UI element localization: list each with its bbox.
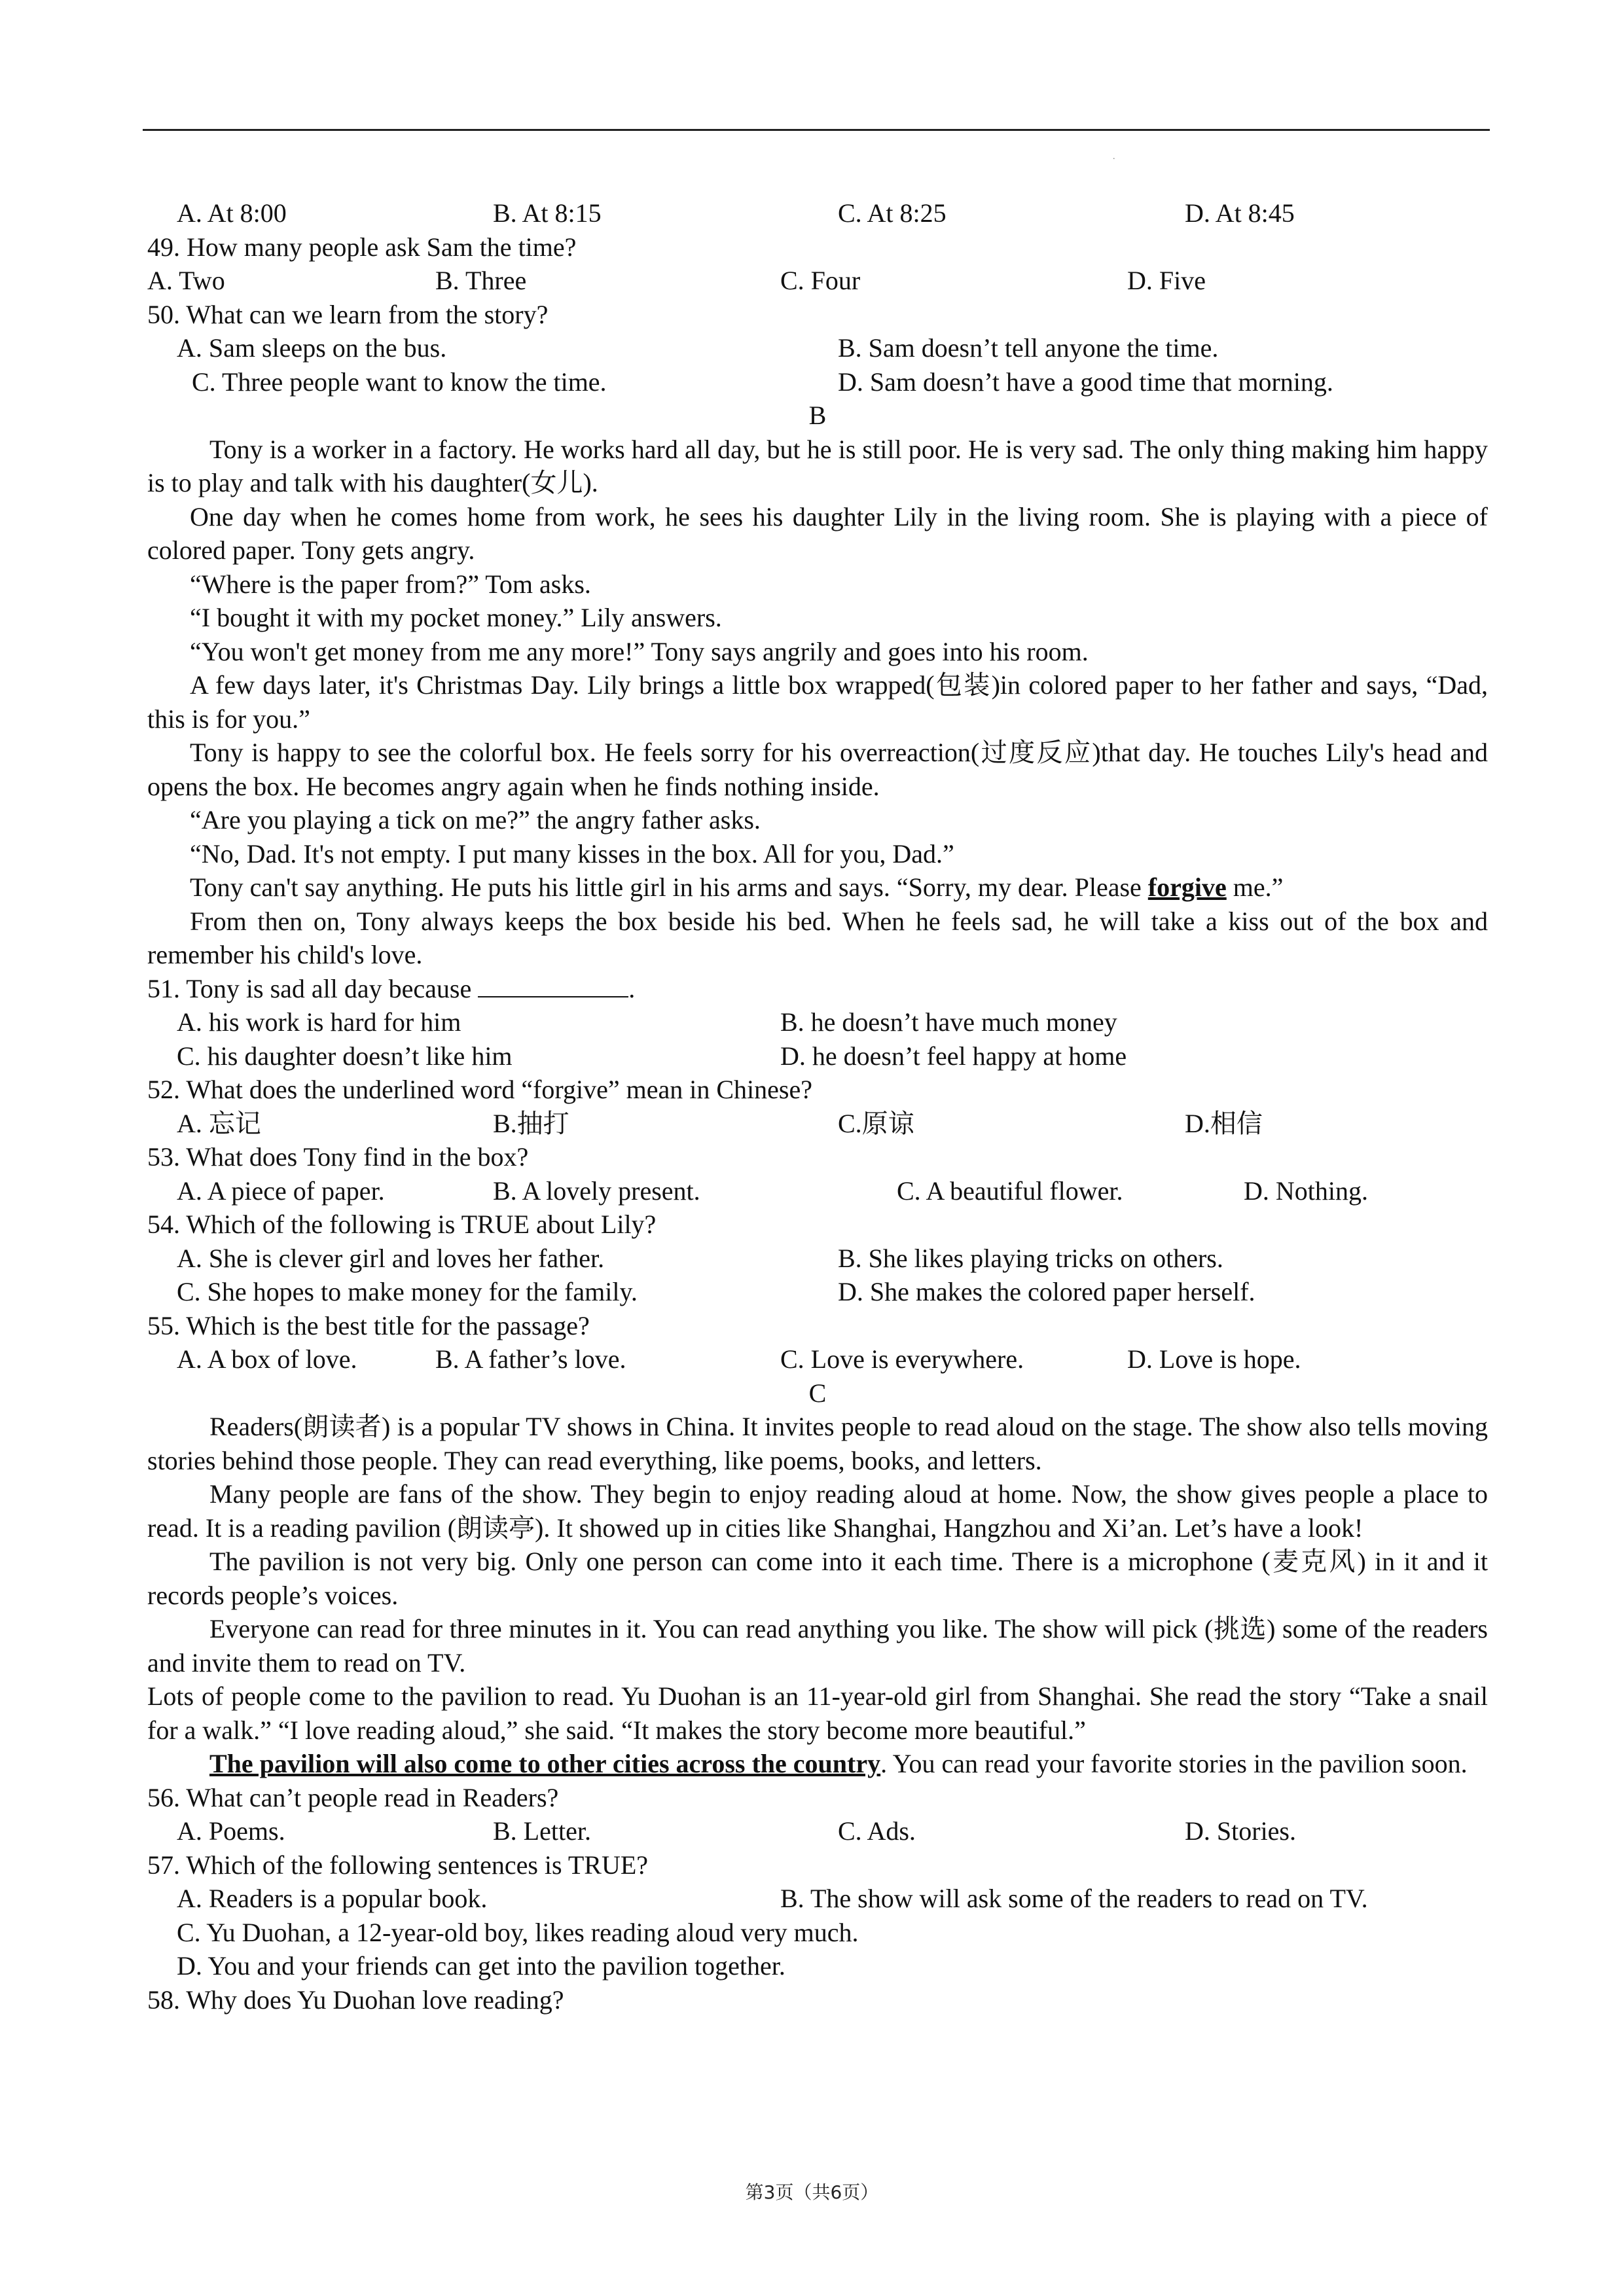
q54-stem: 54. Which of the following is TRUE about Lily? bbox=[147, 1210, 657, 1239]
q53-stem: 53. What does Tony find in the box? bbox=[147, 1142, 529, 1172]
q57-options-row1 bbox=[147, 1882, 1488, 1916]
q52-option-b[interactable]: B.抽打 bbox=[493, 1108, 569, 1138]
q50-options-row1 bbox=[147, 331, 1488, 365]
q51-stem-line bbox=[147, 972, 1488, 1006]
passage-b-paragraph-10 bbox=[147, 870, 1488, 905]
q50-option-d[interactable]: D. Sam doesn’t have a good time that morning. bbox=[838, 367, 1333, 397]
q54-option-c[interactable]: C. She hopes to make money for the family. bbox=[177, 1277, 638, 1306]
q54-options-row1 bbox=[147, 1242, 1488, 1276]
q52-stem: 52. What does the underlined word “forgive” mean in Chinese? bbox=[147, 1075, 812, 1104]
page-footer: 第3页（共6页） bbox=[745, 2181, 879, 2203]
passage-b-paragraph-4: “I bought it with my pocket money.” Lily answers. bbox=[190, 603, 722, 632]
passage-c-paragraph-1: Readers(朗读者) is a popular TV shows in China. It invites people to read aloud on the stage. The show also tells moving stories behind those people. They can read everything, like poems, books, and letters. bbox=[147, 1412, 1488, 1475]
q54-options-row2 bbox=[147, 1275, 1488, 1309]
passage-c-paragraph-6 bbox=[147, 1747, 1488, 1781]
q56-option-b[interactable]: B. Letter. bbox=[493, 1816, 591, 1846]
passage-b-paragraph-9: “No, Dad. It's not empty. I put many kisses in the box. All for you, Dad.” bbox=[190, 838, 954, 869]
q48-option-b[interactable]: B. At 8:15 bbox=[493, 198, 602, 228]
q48-option-d[interactable]: D. At 8:45 bbox=[1185, 198, 1295, 228]
q51-option-b[interactable]: B. he doesn’t have much money bbox=[780, 1007, 1117, 1037]
q53-option-a[interactable]: A. A piece of paper. bbox=[177, 1175, 385, 1206]
q50-stem: 50. What can we learn from the story? bbox=[147, 299, 549, 329]
q53-option-d[interactable]: D. Nothing. bbox=[1244, 1175, 1368, 1206]
q51-option-d[interactable]: D. he doesn’t feel happy at home bbox=[780, 1041, 1127, 1071]
q55-option-c[interactable]: C. Love is everywhere. bbox=[780, 1344, 1024, 1374]
q51-option-a[interactable]: A. his work is hard for him bbox=[177, 1007, 461, 1037]
q56-option-c[interactable]: C. Ads. bbox=[838, 1816, 916, 1846]
q51-end: . bbox=[628, 973, 636, 1003]
q49-option-a[interactable]: A. Two bbox=[147, 266, 225, 295]
q53-option-c[interactable]: C. A beautiful flower. bbox=[897, 1175, 1123, 1206]
q53-option-b[interactable]: B. A lovely present. bbox=[493, 1175, 700, 1206]
q55-stem: 55. Which is the best title for the passage? bbox=[147, 1310, 590, 1340]
underlined-word-forgive: forgive bbox=[1147, 872, 1227, 902]
q49-options bbox=[147, 264, 1488, 298]
passage-b-paragraph-11: From then on, Tony always keeps the box beside his bed. When he feels sad, he will take a kiss out of the box and remember his child's love. bbox=[147, 906, 1488, 969]
q48-option-c[interactable]: C. At 8:25 bbox=[838, 198, 947, 228]
q52-option-d[interactable]: D.相信 bbox=[1185, 1108, 1263, 1138]
q54-option-d[interactable]: D. She makes the colored paper herself. bbox=[838, 1277, 1255, 1306]
q50-option-c[interactable]: C. Three people want to know the time. bbox=[192, 367, 607, 397]
q55-options bbox=[147, 1342, 1488, 1376]
passage-b-paragraph-1: Tony is a worker in a factory. He works hard all day, but he is still poor. He is very sad. The only thing making him happy is to play and talk with his daughter(女儿). bbox=[147, 434, 1488, 497]
q56-option-a[interactable]: A. Poems. bbox=[177, 1816, 285, 1846]
q57-option-a[interactable]: A. Readers is a popular book. bbox=[177, 1884, 488, 1913]
q48-option-a[interactable]: A. At 8:00 bbox=[177, 198, 287, 228]
q57-option-d[interactable]: D. You and your friends can get into the pavilion together. bbox=[177, 1951, 785, 1981]
q51-options-row1 bbox=[147, 1005, 1488, 1039]
q48-options bbox=[147, 196, 1488, 230]
passage-c-paragraph-3: The pavilion is not very big. Only one person can come into it each time. There is a microphone (麦克风) in it and it records people’s voices. bbox=[147, 1547, 1488, 1610]
answer-blank[interactable] bbox=[478, 973, 628, 997]
q55-option-a[interactable]: A. A box of love. bbox=[177, 1344, 357, 1374]
q49-stem: 49. How many people ask Sam the time? bbox=[147, 232, 577, 262]
q55-option-d[interactable]: D. Love is hope. bbox=[1127, 1344, 1301, 1374]
q57-option-b[interactable]: B. The show will ask some of the readers to read on TV. bbox=[780, 1884, 1368, 1913]
section-b-label: B bbox=[808, 401, 827, 430]
q50-options-row2 bbox=[147, 365, 1488, 399]
passage-b-paragraph-8: “Are you playing a tick on me?” the angry father asks. bbox=[190, 805, 761, 834]
exam-page bbox=[147, 196, 1488, 2017]
q58-stem: 58. Why does Yu Duohan love reading? bbox=[147, 1984, 564, 2015]
passage-b-paragraph-2: One day when he comes home from work, he sees his daughter Lily in the living room. She is playing with a piece of colored paper. Tony gets angry. bbox=[147, 501, 1488, 565]
q51-option-c[interactable]: C. his daughter doesn’t like him bbox=[177, 1041, 513, 1071]
q56-option-d[interactable]: D. Stories. bbox=[1185, 1816, 1296, 1846]
q49-option-c[interactable]: C. Four bbox=[780, 266, 861, 295]
passage-b-paragraph-6: A few days later, it's Christmas Day. Lily brings a little box wrapped(包装)in colored paper to her father and says, “Dad, this is for you.” bbox=[147, 670, 1488, 734]
q52-option-c[interactable]: C.原谅 bbox=[838, 1108, 914, 1138]
passage-b-paragraph-3: “Where is the paper from?” Tom asks. bbox=[190, 569, 591, 599]
q54-option-b[interactable]: B. She likes playing tricks on others. bbox=[838, 1243, 1223, 1273]
q56-stem: 56. What can’t people read in Readers? bbox=[147, 1782, 559, 1812]
q52-option-a[interactable]: A. 忘记 bbox=[177, 1108, 261, 1138]
p10-after: me.” bbox=[1226, 872, 1284, 902]
q55-option-b[interactable]: B. A father’s love. bbox=[435, 1344, 626, 1374]
q51-stem: 51. Tony is sad all day because bbox=[147, 973, 472, 1003]
q49-option-d[interactable]: D. Five bbox=[1127, 266, 1206, 295]
underlined-sentence: The pavilion will also come to other cities across the country bbox=[209, 1749, 881, 1778]
q50-option-b[interactable]: B. Sam doesn’t tell anyone the time. bbox=[838, 333, 1219, 363]
q52-options bbox=[147, 1107, 1488, 1141]
q49-option-b[interactable]: B. Three bbox=[435, 266, 527, 295]
q51-options-row2 bbox=[147, 1039, 1488, 1073]
section-c-label: C bbox=[808, 1378, 827, 1408]
q50-option-a[interactable]: A. Sam sleeps on the bus. bbox=[177, 333, 447, 363]
q56-options bbox=[147, 1814, 1488, 1848]
passage-c-paragraph-4: Everyone can read for three minutes in it. You can read anything you like. The show will pick (挑选) some of the readers and invite them to read on TV. bbox=[147, 1614, 1488, 1677]
q57-stem: 57. Which of the following sentences is TRUE? bbox=[147, 1850, 649, 1880]
q57-option-c[interactable]: C. Yu Duohan, a 12-year-old boy, likes reading aloud very much. bbox=[177, 1917, 859, 1947]
passage-b-paragraph-7: Tony is happy to see the colorful box. He feels sorry for his overreaction(过度反应)that day. He touches Lily's head and opens the box. He becomes angry again when he finds nothing inside. bbox=[147, 738, 1488, 801]
q54-option-a[interactable]: A. She is clever girl and loves her father. bbox=[177, 1243, 605, 1273]
p6-after: . You can read your favorite stories in the pavilion soon. bbox=[880, 1749, 1468, 1778]
p10-before: Tony can't say anything. He puts his little girl in his arms and says. “Sorry, my dear. Please bbox=[190, 872, 1148, 902]
q53-options bbox=[147, 1174, 1488, 1208]
scan-dot: . bbox=[1113, 152, 1115, 162]
passage-b-paragraph-5: “You won't get money from me any more!” Tony says angrily and goes into his room. bbox=[190, 636, 1089, 666]
header-rule bbox=[143, 129, 1490, 131]
passage-c-paragraph-5: Lots of people come to the pavilion to read. Yu Duohan is an 11-year-old girl from Shanghai. She read the story “Take a snail for a walk.” “I love reading aloud,” she said. “It makes the story become more beautiful.” bbox=[147, 1681, 1488, 1745]
passage-c-paragraph-2: Many people are fans of the show. They begin to enjoy reading aloud at home. Now, the show gives people a place to read. It is a reading pavilion (朗读亭). It showed up in cities like Shanghai, Hangzhou and Xi’an. Let’s have a look! bbox=[147, 1479, 1488, 1543]
